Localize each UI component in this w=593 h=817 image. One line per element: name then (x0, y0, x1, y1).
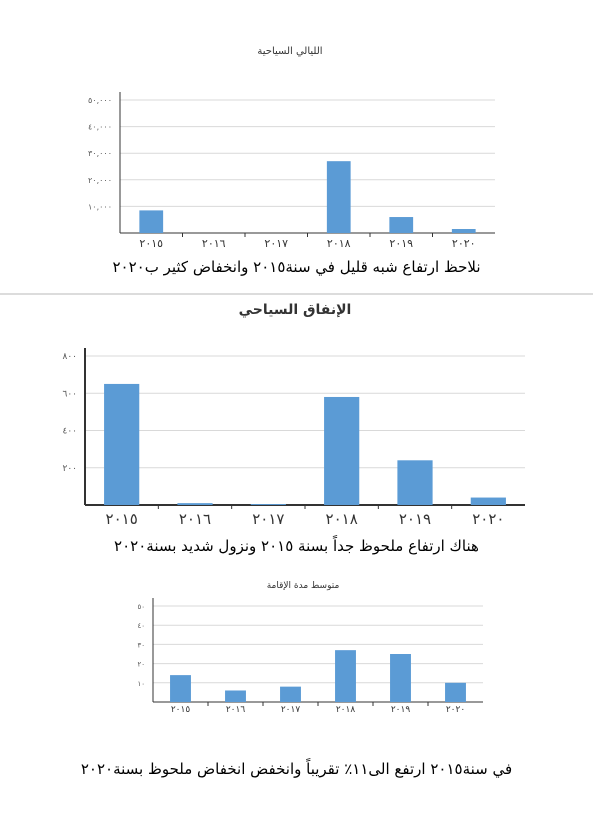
y-tick-label: ٥٠,٠٠٠ (87, 96, 112, 105)
x-tick-label: ٢٠١٨ (335, 705, 356, 715)
bar-٢٠١٨ (335, 650, 356, 702)
bar-٢٠١٩ (389, 217, 413, 233)
x-tick-label: ٢٠١٩ (389, 237, 414, 250)
x-tick-label: ٢٠١٨ (326, 237, 351, 250)
x-tick-label: ٢٠١٥ (139, 237, 164, 250)
bar-٢٠١٩ (390, 654, 411, 702)
x-tick-label: ٢٠١٨ (325, 510, 358, 528)
chart-tourist-nights (75, 40, 515, 255)
chart-title: الليالي السياحية (257, 46, 323, 57)
y-tick-label: ٤٠٠ (62, 426, 77, 437)
bar-٢٠١٨ (327, 161, 351, 233)
x-tick-label: ٢٠٢٠ (472, 510, 505, 528)
bar-٢٠١٧ (280, 687, 301, 702)
chart-average-stay (118, 578, 508, 718)
bar-٢٠١٦ (225, 690, 246, 702)
chart-tourist-spending (25, 300, 535, 530)
bar-٢٠١٩ (397, 460, 432, 505)
y-tick-label: ٦٠٠ (62, 389, 77, 400)
x-tick-label: ٢٠١٧ (264, 237, 289, 250)
y-tick-label: ٣٠ (137, 641, 145, 650)
bar-٢٠١٧ (251, 504, 286, 505)
x-tick-label: ٢٠١٩ (398, 510, 432, 528)
x-tick-label: ٢٠١٩ (390, 705, 411, 715)
bar-٢٠١٥ (104, 384, 139, 505)
bar-٢٠٢٠ (452, 229, 476, 233)
y-tick-label: ١٠,٠٠٠ (87, 202, 112, 212)
caption-average-stay: في سنة٢٠١٥ ارتفع الى١١٪ تقريباً وانخفض انخفاض ملحوظ بسنة٢٠٢٠ (80, 760, 513, 778)
x-tick-label: ٢٠١٧ (280, 705, 301, 715)
chart-tourist-spending-svg (25, 300, 535, 530)
x-tick-label: ٢٠١٦ (201, 237, 226, 250)
x-tick-label: ٢٠١٥ (170, 705, 191, 715)
y-tick-label: ٨٠٠ (62, 352, 77, 362)
caption-tourist-nights: نلاحظ ارتفاع شبه قليل في سنة٢٠١٥ وانخفاض كثير ب٢٠٢٠ (112, 258, 481, 276)
chart-title: متوسط مدة الإقامة (266, 581, 340, 591)
y-tick-label: ١٠ (137, 679, 145, 688)
bar-٢٠٢٠ (471, 498, 506, 505)
y-tick-label: ٢٠٠ (62, 463, 77, 474)
y-tick-label: ٣٠,٠٠٠ (87, 149, 112, 159)
bar-٢٠١٥ (170, 675, 191, 702)
section-divider (0, 293, 593, 295)
y-tick-label: ٢٠,٠٠٠ (87, 175, 112, 185)
x-tick-label: ٢٠١٦ (178, 510, 212, 528)
x-tick-label: ٢٠٢٠ (445, 705, 466, 715)
y-tick-label: ٤٠,٠٠٠ (87, 122, 112, 132)
x-tick-label: ٢٠١٦ (225, 705, 246, 715)
x-tick-label: ٢٠٢٠ (451, 237, 476, 250)
bar-٢٠١٨ (324, 397, 359, 505)
y-tick-label: ٥٠ (137, 603, 145, 611)
chart-tourist-nights-svg (75, 40, 515, 255)
y-tick-label: ٢٠ (137, 660, 145, 669)
bar-٢٠١٥ (139, 210, 163, 233)
x-tick-label: ٢٠١٧ (252, 510, 285, 528)
chart-average-stay-svg (118, 578, 508, 718)
bar-٢٠٢٠ (445, 683, 466, 702)
bar-٢٠١٦ (177, 503, 212, 505)
caption-tourist-spending: هناك ارتفاع ملحوظ جداً بسنة ٢٠١٥ ونزول شديد بسنة٢٠٢٠ (114, 537, 479, 555)
x-tick-label: ٢٠١٥ (105, 510, 138, 528)
chart-title: الإنفاق السياحي (238, 302, 352, 318)
y-tick-label: ٤٠ (137, 622, 145, 631)
